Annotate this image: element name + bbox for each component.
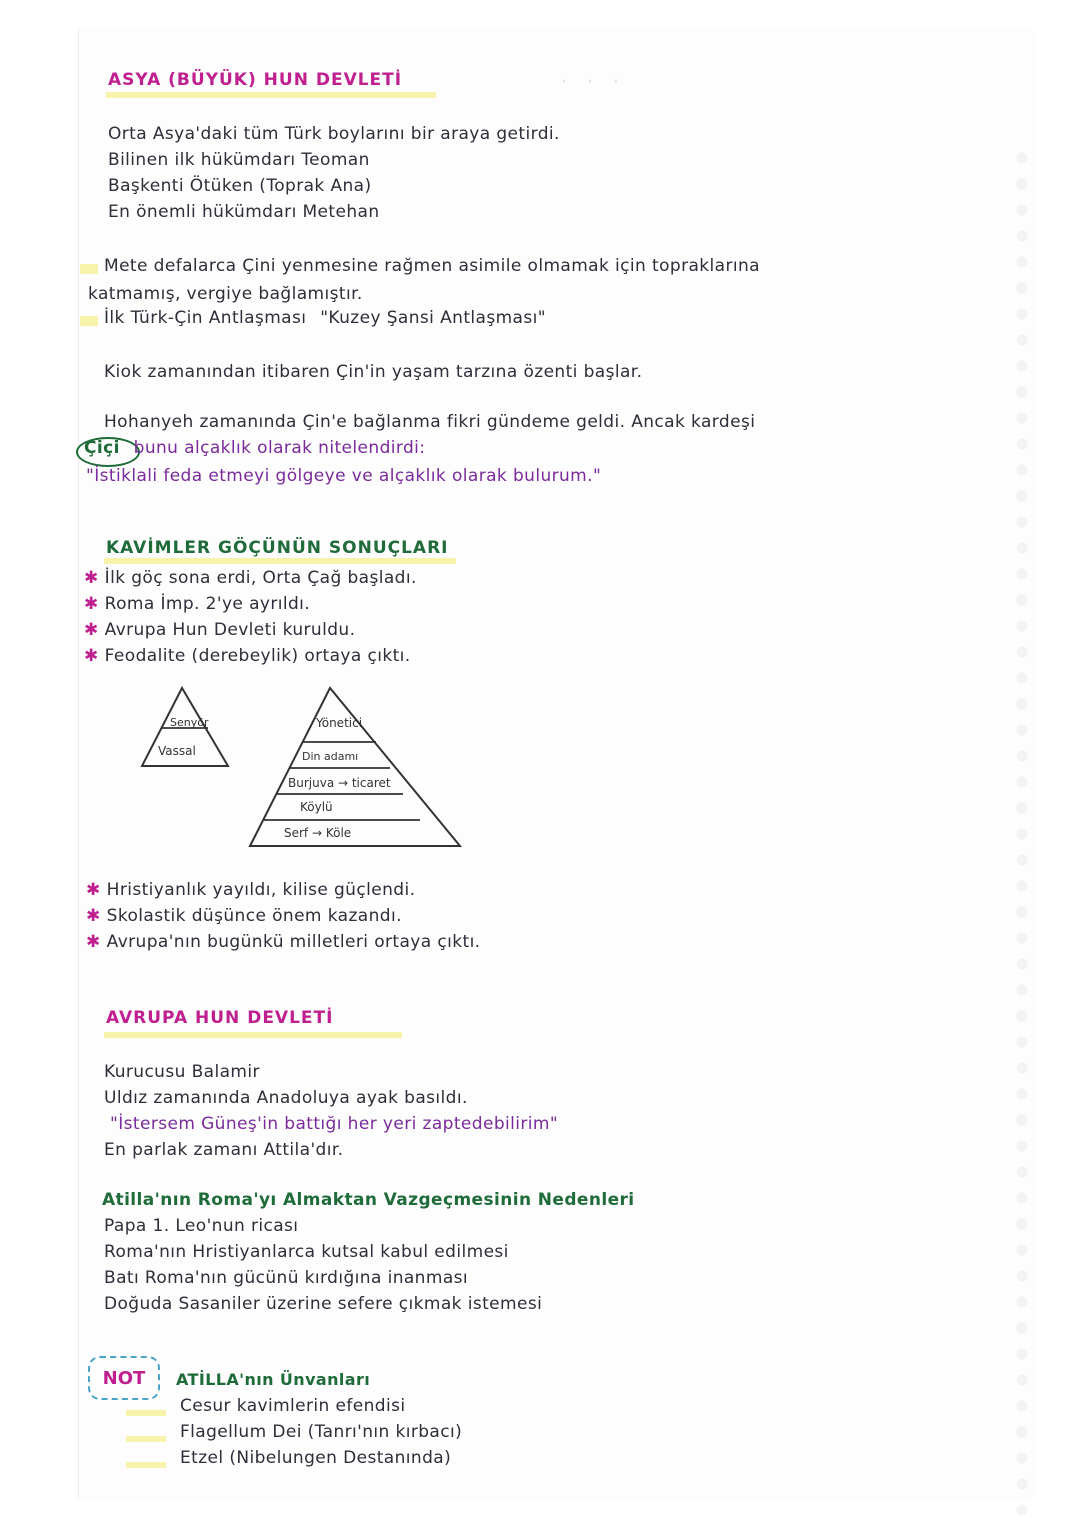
treaty-line: [104, 308, 546, 328]
bullet-item: ✱ Skolastik düşünce önem kazandı.: [86, 906, 402, 926]
subtitle-roma-nedenleri: Atilla'nın Roma'yı Almaktan Vazgeçmesinin Nedenleri: [102, 1190, 635, 1210]
text-line: Uldız zamanında Anadoluya ayak basıldı.: [104, 1088, 468, 1108]
title-highlight: [104, 1032, 402, 1038]
note-title: ATİLLA'nın Ünvanları: [176, 1370, 371, 1389]
title-highlight: [106, 92, 436, 98]
feudal-pyramids: [130, 680, 470, 850]
treaty-prefix: İlk Türk-Çin Antlaşması: [104, 308, 307, 328]
note-highlight: [126, 1410, 166, 1416]
pyramid-label-yonetici: Yönetici: [316, 716, 363, 730]
text-alcaklik: bunu alçaklık olarak nitelendirdi:: [133, 438, 426, 458]
text-line: Bilinen ilk hükümdarı Teoman: [108, 150, 370, 170]
big-pyramid: [250, 688, 460, 846]
section-title-kavimler: KAVİMLER GÖÇÜNÜN SONUÇLARI: [106, 538, 449, 558]
text-line: Orta Asya'daki tüm Türk boylarını bir araya getirdi.: [108, 124, 560, 144]
note-item: Cesur kavimlerin efendisi: [180, 1396, 406, 1416]
note-highlight: [126, 1436, 166, 1442]
text-line: En parlak zamanı Attila'dır.: [104, 1140, 344, 1160]
note-highlight: [126, 1462, 166, 1468]
bullet-item: ✱ Avrupa'nın bugünkü milletleri ortaya çıktı.: [86, 932, 481, 952]
quote-gunes: "İstersem Güneş'in battığı her yeri zaptedebilirim": [110, 1114, 559, 1134]
title-highlight: [104, 558, 456, 564]
bullet-item: ✱ Roma İmp. 2'ye ayrıldı.: [84, 594, 311, 614]
binder-holes: [1010, 148, 1034, 1528]
note-item: Etzel (Nibelungen Destanında): [180, 1448, 452, 1468]
text-line-kiok: Kiok zamanından itibaren Çin'in yaşam tarzına özenti başlar.: [104, 362, 643, 382]
pyramid-label-burjuva: Burjuva → ticaret: [288, 776, 391, 790]
text-line: Başkenti Ötüken (Toprak Ana): [108, 176, 372, 196]
bullet-item: ✱ Hristiyanlık yayıldı, kilise güçlendi.: [86, 880, 416, 900]
pyramid-label-koylu: Köylü: [300, 800, 333, 814]
text-line: En önemli hükümdarı Metehan: [108, 202, 380, 222]
reason-item: Roma'nın Hristiyanlarca kutsal kabul edilmesi: [104, 1242, 509, 1262]
bullet-highlight: [80, 316, 98, 326]
text-line-hohanyeh-cont: [84, 438, 425, 458]
reason-item: Papa 1. Leo'nun ricası: [104, 1216, 299, 1236]
text-line-hohanyeh: Hohanyeh zamanında Çin'e bağlanma fikri gündeme geldi. Ancak kardeşi: [104, 412, 756, 432]
section-title-avrupa-hun: AVRUPA HUN DEVLETİ: [106, 1008, 334, 1028]
text-line: Kurucusu Balamir: [104, 1062, 260, 1082]
quote-istiklal: "İstiklali feda etmeyi gölgeye ve alçaklık olarak bulurum.": [86, 466, 602, 486]
pyramid-label-vassal: Vassal: [158, 744, 196, 758]
bullet-item: ✱ Avrupa Hun Devleti kuruldu.: [84, 620, 356, 640]
reason-item: Batı Roma'nın gücünü kırdığına inanması: [104, 1268, 469, 1288]
pyramid-label-senyor: Senyör: [170, 716, 209, 729]
text-line-mete-cont: katmamış, vergiye bağlamıştır.: [88, 284, 363, 304]
reason-item: Doğuda Sasaniler üzerine sefere çıkmak istemesi: [104, 1294, 543, 1314]
name-ciçi: Çiçi: [84, 438, 120, 458]
section-title-asya-hun: ASYA (BÜYÜK) HUN DEVLETİ: [108, 70, 403, 90]
bullet-item: ✱ İlk göç sona erdi, Orta Çağ başladı.: [84, 568, 417, 588]
treaty-name: "Kuzey Şansi Antlaşması": [320, 308, 546, 328]
pyramid-label-serf: Serf → Köle: [284, 826, 352, 840]
not-badge: NOT: [88, 1356, 160, 1400]
bullet-item: ✱ Feodalite (derebeylik) ortaya çıktı.: [84, 646, 411, 666]
pyramid-label-din-adami: Din adamı: [302, 750, 359, 763]
note-item: Flagellum Dei (Tanrı'nın kırbacı): [180, 1422, 463, 1442]
text-line-mete: Mete defalarca Çini yenmesine rağmen asimile olmamak için topraklarına: [104, 256, 760, 276]
bleed-through-text: · · ·: [560, 70, 625, 95]
bullet-highlight: [80, 264, 98, 274]
